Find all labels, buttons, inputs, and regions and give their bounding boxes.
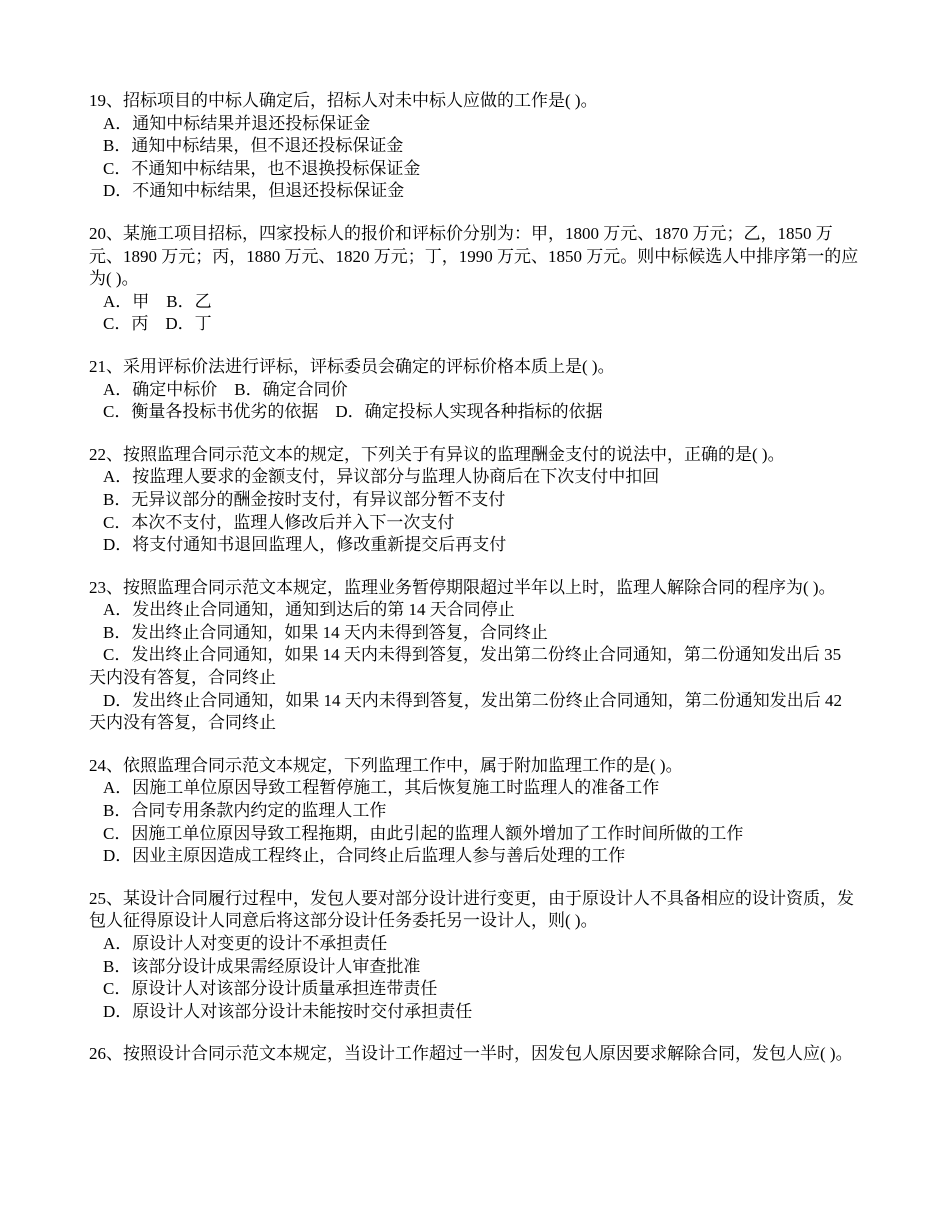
option-a: A．通知中标结果并退还投标保证金	[103, 113, 371, 133]
question-20	[89, 223, 859, 336]
option-b: B．通知中标结果，但不退还投标保证金	[103, 136, 404, 156]
option-a: A．因施工单位原因导致工程暂停施工，其后恢复施工时监理人的准备工作	[103, 778, 660, 798]
question-22	[89, 444, 859, 557]
question-23	[89, 577, 859, 735]
option-b: B．该部分设计成果需经原设计人审查批准	[103, 956, 421, 976]
option-c: C．本次不支付，监理人修改后并入下一次支付	[103, 512, 455, 532]
option-line: A．甲 B．乙	[103, 291, 212, 311]
option-c: C．发出终止合同通知，如果 14 天内未得到答复，发出第二份终止合同通知，第二份通知发出后 35 天内没有答复，合同终止	[89, 645, 842, 688]
option-c: C．原设计人对该部分设计质量承担连带责任	[103, 979, 438, 999]
question-stem: 19、招标项目的中标人确定后，招标人对未中标人应做的工作是( )。	[89, 91, 598, 110]
option-line: C．衡量各投标书优劣的依据 D．确定投标人实现各种指标的依据	[103, 402, 603, 422]
question-24	[89, 755, 859, 868]
option-line: A．确定中标价 B．确定合同价	[103, 379, 348, 399]
option-d: D．发出终止合同通知，如果 14 天内未得到答复，发出第二份终止合同通知，第二份通知发出后 42 天内没有答复，合同终止	[89, 690, 843, 733]
question-26	[89, 1043, 859, 1066]
question-stem: 23、按照监理合同示范文本规定，监理业务暂停期限超过半年以上时，监理人解除合同的程序为( )。	[89, 577, 836, 597]
question-25	[89, 888, 859, 1024]
option-b: B．发出终止合同通知，如果 14 天内未得到答复，合同终止	[103, 622, 548, 642]
option-d: D．将支付通知书退回监理人，修改重新提交后再支付	[103, 535, 507, 555]
question-19	[89, 90, 859, 203]
question-21	[89, 356, 859, 424]
option-c: C．因施工单位原因导致工程拖期，由此引起的监理人额外增加了工作时间所做的工作	[103, 823, 744, 843]
document-page	[89, 90, 859, 1086]
option-a: A．原设计人对变更的设计不承担责任	[103, 934, 388, 953]
question-stem: 26、按照设计合同示范文本规定，当设计工作超过一半时，因发包人原因要求解除合同，发包人应( )。	[89, 1044, 853, 1064]
question-stem: 25、某设计合同履行过程中，发包人要对部分设计进行变更，由于原设计人不具备相应的设计资质，发包人征得原设计人同意后将这部分设计任务委托另一设计人，则( )。	[89, 888, 854, 931]
option-b: B．合同专用条款内约定的监理人工作	[103, 801, 387, 821]
question-stem: 20、某施工项目招标，四家投标人的报价和评标价分别为：甲，1800 万元、1870 万元；乙，1850 万元、1890 万元；丙，1880 万元、1820 万元；丁，1990 万元、1850 万元。则中标候选人中排序第一的应为( )。	[89, 223, 859, 289]
option-d: D．不通知中标结果，但退还投标保证金	[103, 181, 405, 201]
option-d: D．因业主原因造成工程终止，合同终止后监理人参与善后处理的工作	[103, 846, 626, 866]
option-line: C．丙 D．丁	[103, 314, 212, 334]
option-d: D．原设计人对该部分设计未能按时交付承担责任	[103, 1001, 473, 1021]
option-c: C．不通知中标结果，也不退换投标保证金	[103, 158, 421, 178]
option-a: A．按监理人要求的金额支付，异议部分与监理人协商后在下次支付中扣回	[103, 467, 660, 487]
question-stem: 24、依照监理合同示范文本规定，下列监理工作中，属于附加监理工作的是( )。	[89, 755, 683, 775]
question-stem: 22、按照监理合同示范文本的规定，下列关于有异议的监理酬金支付的说法中，正确的是( )。	[89, 444, 785, 464]
option-b: B．无异议部分的酬金按时支付，有异议部分暂不支付	[103, 489, 506, 509]
question-stem: 21、采用评标价法进行评标，评标委员会确定的评标价格本质上是( )。	[89, 356, 615, 376]
option-a: A．发出终止合同通知，通知到达后的第 14 天合同停止	[103, 600, 515, 620]
